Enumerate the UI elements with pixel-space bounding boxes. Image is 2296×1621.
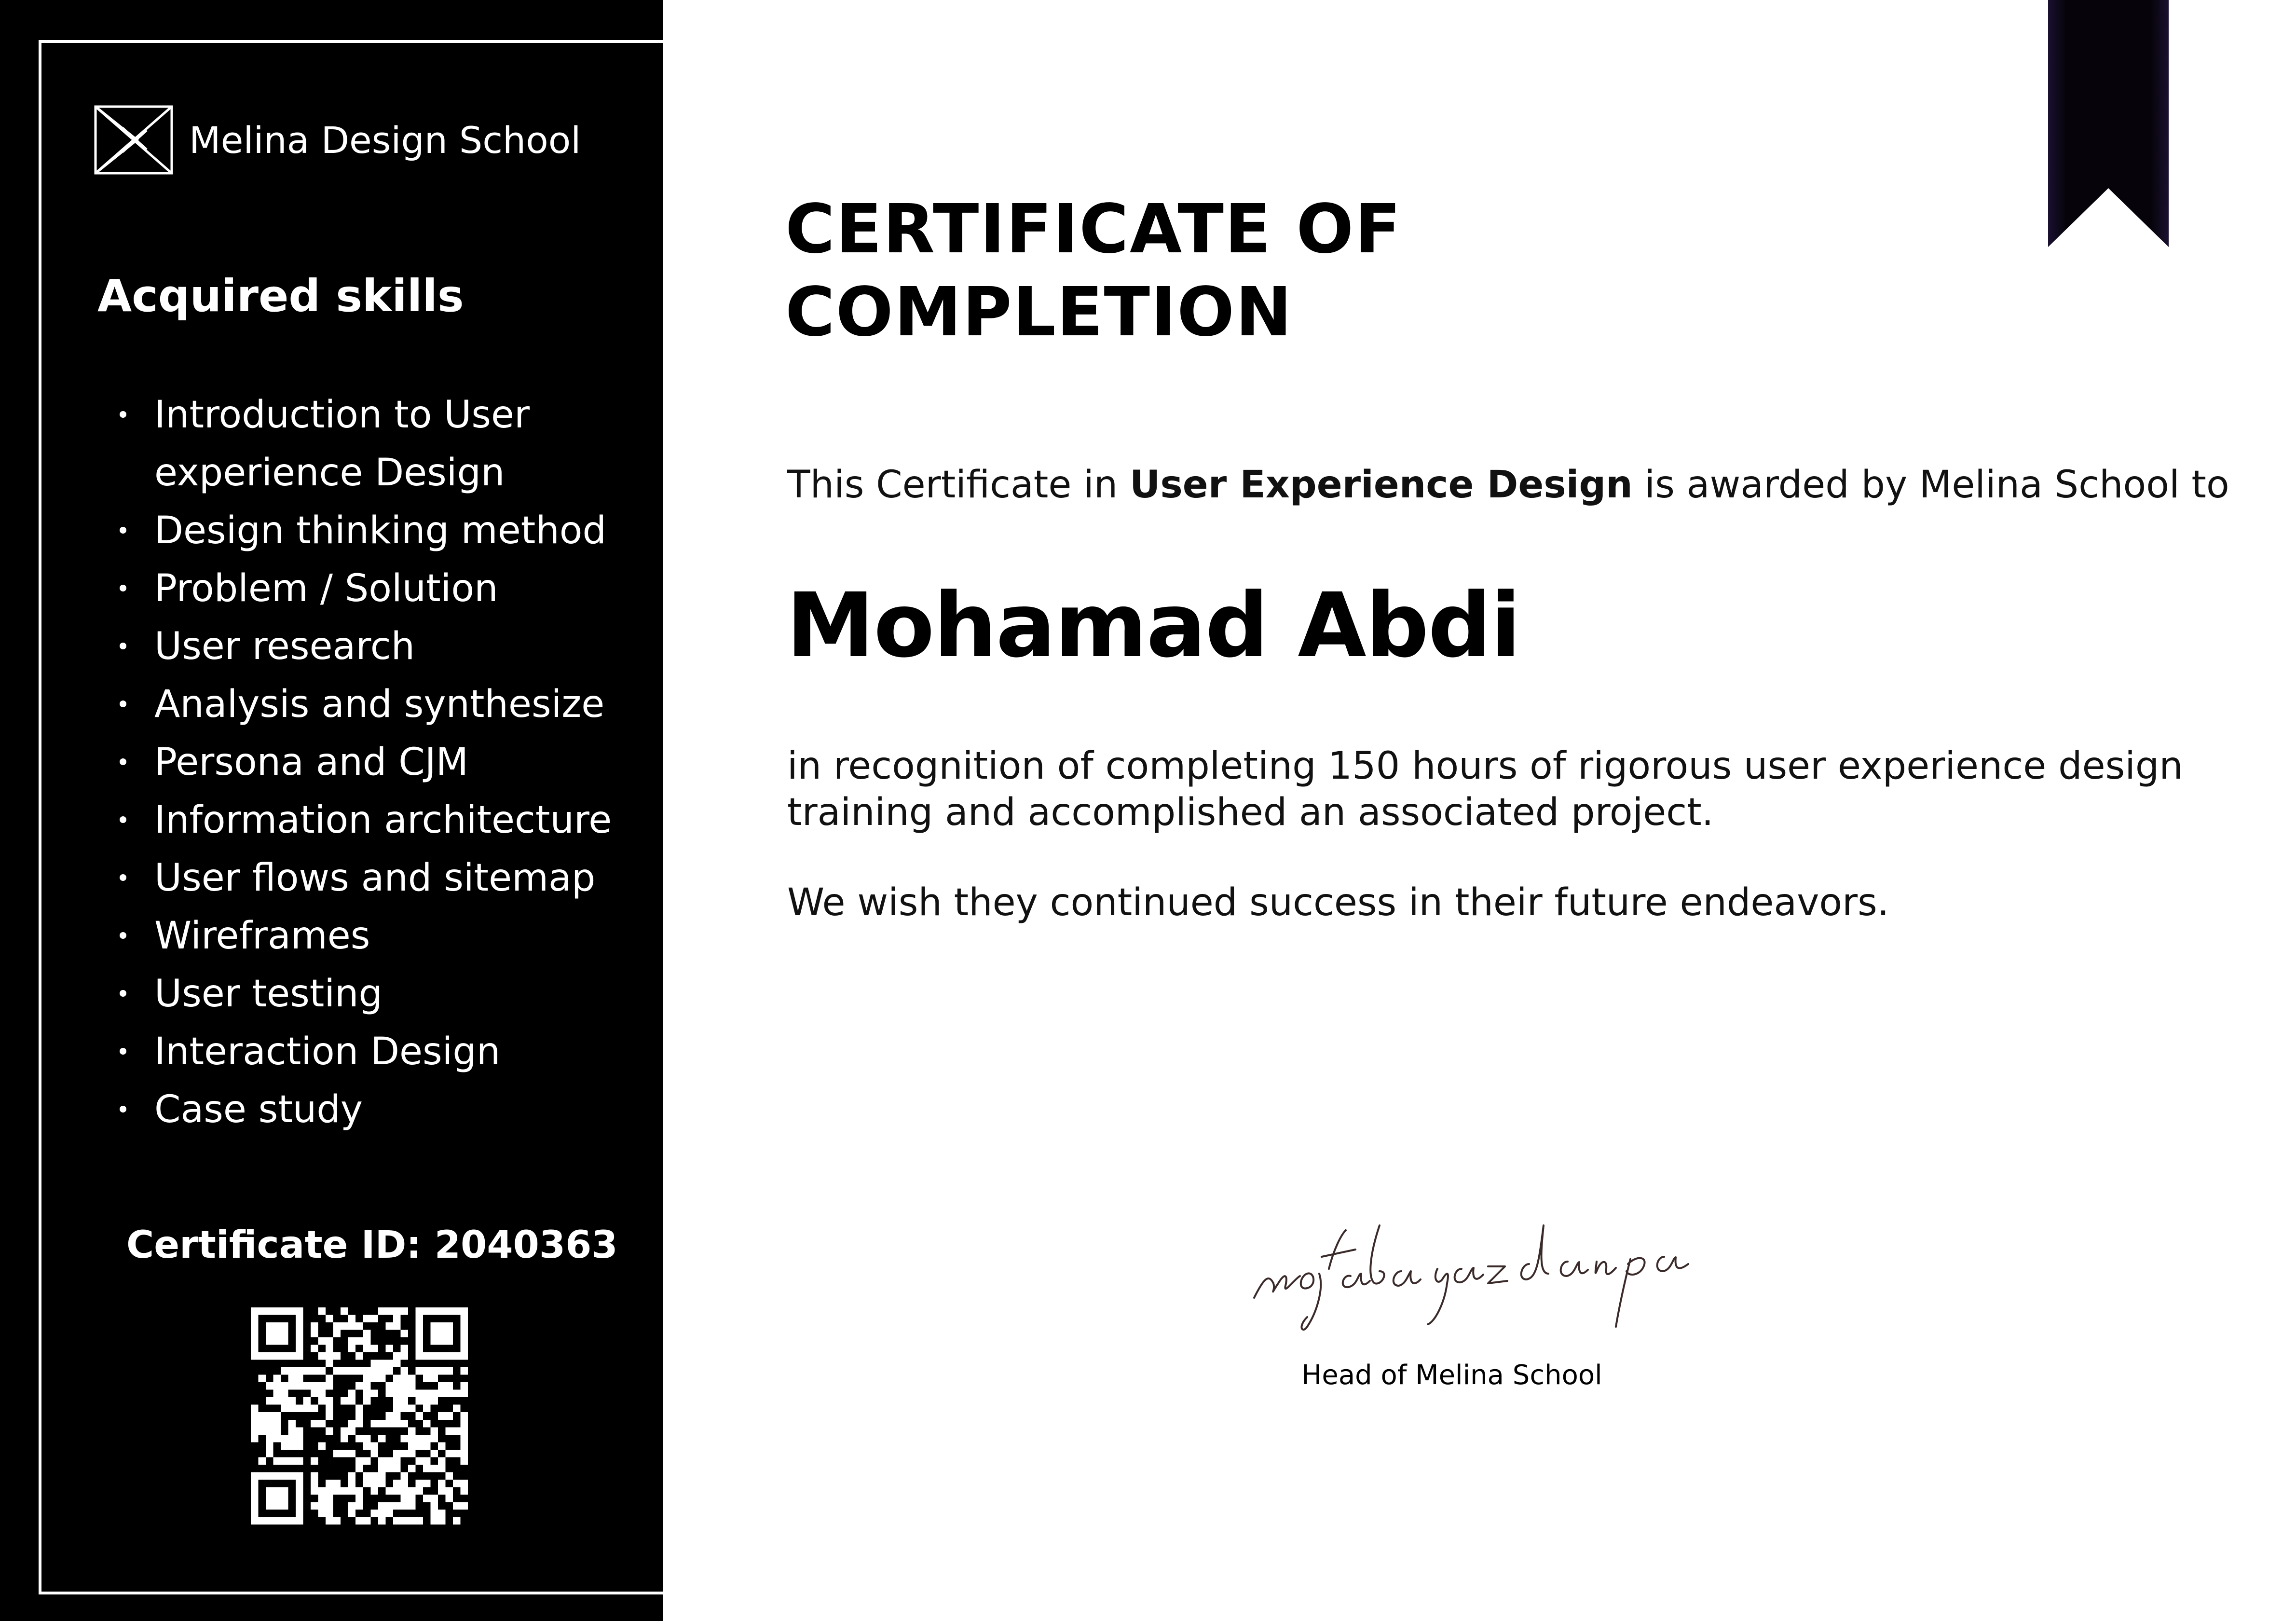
- school-name: Melina Design School: [189, 118, 581, 162]
- skill-item: [116, 791, 656, 849]
- skill-item: [116, 618, 656, 675]
- skill-item: [116, 965, 656, 1023]
- bullet-icon: [120, 758, 126, 765]
- bowtie-logo-icon: [94, 104, 174, 176]
- bullet-icon: [120, 816, 126, 823]
- skill-label: Introduction to User: [154, 393, 530, 437]
- skill-label: User flows and sitemap: [154, 856, 596, 900]
- skill-label: Persona and CJM: [154, 741, 469, 784]
- bullet-icon: [120, 411, 126, 418]
- award-prefix: This Certificate in: [787, 463, 1130, 507]
- skill-label: User research: [154, 625, 415, 668]
- signature-image: [1235, 1153, 1693, 1336]
- skills-panel: [0, 0, 663, 1621]
- skill-item-continuation: [116, 444, 656, 502]
- skill-item: [116, 1081, 656, 1139]
- skill-item: [116, 560, 656, 618]
- recipient-name: Mohamad Abdi: [786, 574, 1520, 677]
- bullet-icon: [120, 1048, 126, 1055]
- course-name: User Experience Design: [1130, 463, 1633, 507]
- bullet-icon: [120, 932, 126, 939]
- award-suffix: is awarded by Melina School to: [1632, 463, 2229, 507]
- skill-label: Problem / Solution: [154, 567, 498, 610]
- certificate-id: Certificate ID: 2040363: [126, 1223, 618, 1267]
- skill-label: experience Design: [154, 451, 505, 495]
- skill-item: [116, 1023, 656, 1081]
- skill-item: [116, 907, 656, 965]
- certificate-title: [785, 188, 1402, 354]
- title-line: CERTIFICATE OF: [785, 190, 1402, 269]
- bullet-icon: [120, 527, 126, 534]
- ribbon-bookmark-icon: [2048, 0, 2169, 247]
- school-logo: [94, 101, 581, 179]
- qr-code-icon[interactable]: [251, 1307, 468, 1525]
- award-statement: [787, 463, 2229, 507]
- skill-item: [116, 502, 656, 560]
- bullet-icon: [120, 643, 126, 649]
- signatory-title: Head of Melina School: [1301, 1360, 1602, 1391]
- bullet-icon: [120, 990, 126, 997]
- skill-label: User testing: [154, 972, 383, 1016]
- skill-label: Wireframes: [154, 914, 370, 958]
- bullet-icon: [120, 585, 126, 591]
- recognition-text: in recognition of completing 150 hours of rigorous user experience design training and accomplished an associated project.: [787, 744, 2183, 834]
- wish-text: We wish they continued success in their future endeavors.: [787, 881, 1889, 924]
- skill-label: Interaction Design: [154, 1030, 501, 1073]
- skills-heading: Acquired skills: [97, 270, 464, 322]
- bullet-icon: [120, 701, 126, 707]
- skill-item: [116, 675, 656, 733]
- skills-list: [116, 386, 656, 1139]
- skill-item: [116, 849, 656, 907]
- title-line: COMPLETION: [785, 273, 1293, 352]
- skill-label: Information architecture: [154, 798, 612, 842]
- bullet-icon: [120, 1106, 126, 1113]
- skill-item: [116, 386, 656, 444]
- skill-label: Design thinking method: [154, 509, 607, 552]
- skill-item: [116, 733, 656, 791]
- skill-label: Analysis and synthesize: [154, 683, 605, 726]
- skill-label: Case study: [154, 1088, 363, 1131]
- bullet-icon: [120, 874, 126, 881]
